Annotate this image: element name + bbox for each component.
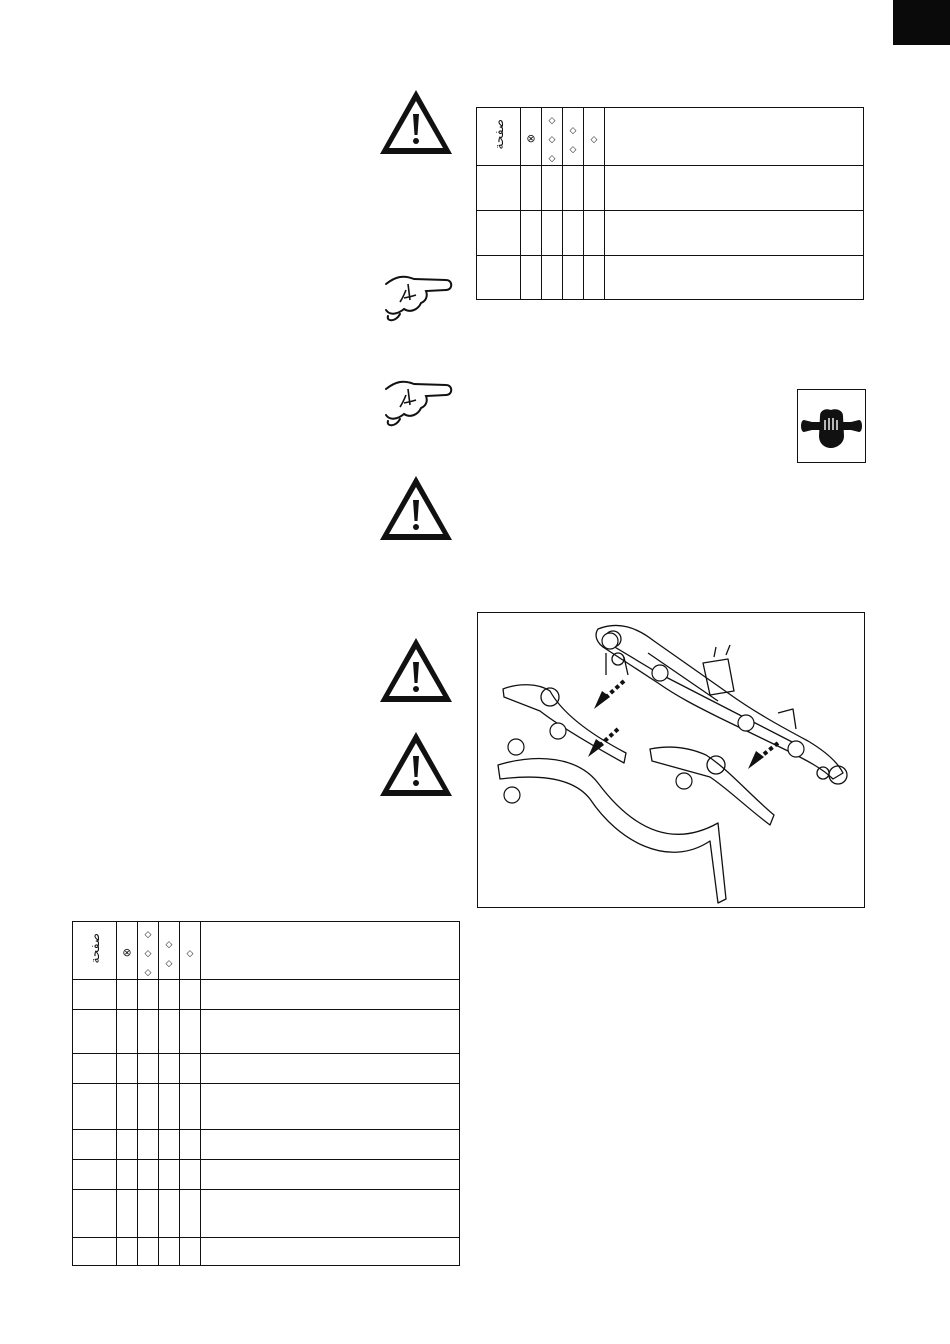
- row-c2: [138, 1010, 159, 1054]
- row-c1: [117, 1190, 138, 1238]
- table-row: [73, 1130, 460, 1160]
- row-c4: [180, 980, 201, 1010]
- parts-diagram-figure: [477, 612, 865, 908]
- row-c2: [138, 1054, 159, 1084]
- row-c2: [138, 1190, 159, 1238]
- row-c1: [521, 166, 542, 211]
- interval-symbol-1: ⊗: [526, 132, 536, 145]
- row-c4: [584, 166, 605, 211]
- row-page: [73, 1238, 117, 1266]
- page-column-header: صفحة: [87, 933, 102, 964]
- row-c4: [180, 1160, 201, 1190]
- table-row: [73, 1238, 460, 1266]
- row-c4: [180, 1010, 201, 1054]
- row-c4: [180, 1238, 201, 1266]
- row-c2: [138, 980, 159, 1010]
- table-row: [73, 980, 460, 1010]
- interval-symbol-4: ◇: [590, 135, 598, 145]
- row-description: [201, 1054, 460, 1084]
- row-c4: [180, 1054, 201, 1084]
- row-c1: [117, 980, 138, 1010]
- row-c2: [542, 166, 563, 211]
- table-row: [73, 1190, 460, 1238]
- row-c3: [159, 1160, 180, 1190]
- row-description: [605, 256, 864, 300]
- row-page: [73, 1190, 117, 1238]
- row-c2: [138, 1084, 159, 1130]
- maintenance-table-top: [476, 107, 864, 300]
- row-description: [201, 1160, 460, 1190]
- row-c3: [563, 166, 584, 211]
- interval-symbol-1: ⊗: [122, 946, 132, 959]
- row-c3: [159, 1010, 180, 1054]
- row-c3: [159, 1190, 180, 1238]
- row-description: [201, 1238, 460, 1266]
- row-c3: [159, 1238, 180, 1266]
- row-c2: [138, 1130, 159, 1160]
- interval-symbol-3: ◇ ◇: [569, 125, 577, 155]
- row-c3: [159, 980, 180, 1010]
- row-description: [201, 1010, 460, 1054]
- row-c1: [117, 1130, 138, 1160]
- row-page: [73, 1084, 117, 1130]
- row-c2: [542, 211, 563, 256]
- row-c4: [180, 1190, 201, 1238]
- warning-triangle-icon: [378, 88, 454, 156]
- interval-symbol-3: ◇ ◇: [165, 939, 173, 969]
- table-row: [73, 1160, 460, 1190]
- row-c1: [117, 1010, 138, 1054]
- parts-diagram: [478, 613, 864, 907]
- row-c3: [563, 211, 584, 256]
- table-row: [73, 1084, 460, 1130]
- row-description: [201, 1130, 460, 1160]
- row-c4: [584, 211, 605, 256]
- table-row: [73, 1010, 460, 1054]
- table-header-row: [477, 108, 864, 166]
- row-c4: [584, 256, 605, 300]
- description-header: [605, 108, 864, 166]
- row-description: [605, 166, 864, 211]
- row-c3: [159, 1084, 180, 1130]
- row-page: [477, 166, 521, 211]
- row-c2: [138, 1238, 159, 1266]
- warning-triangle-icon: [378, 730, 454, 798]
- row-c3: [159, 1054, 180, 1084]
- row-page: [73, 1010, 117, 1054]
- row-page: [73, 1160, 117, 1190]
- maintenance-table-bottom: [72, 921, 460, 1266]
- table-row: [477, 256, 864, 300]
- table-header-row: [73, 922, 460, 980]
- row-c4: [180, 1084, 201, 1130]
- row-page: [477, 211, 521, 256]
- table-row: [73, 1054, 460, 1084]
- row-page: [73, 1130, 117, 1160]
- row-c3: [563, 256, 584, 300]
- wrench-service-icon: [797, 389, 866, 463]
- row-page: [73, 980, 117, 1010]
- row-page: [73, 1054, 117, 1084]
- row-c4: [180, 1130, 201, 1160]
- row-c1: [117, 1238, 138, 1266]
- section-tab-marker: [893, 0, 950, 45]
- pointing-hand-icon: [382, 375, 456, 429]
- row-c1: [521, 211, 542, 256]
- interval-symbol-2: ◇ ◇ ◇: [144, 930, 152, 978]
- table-row: [477, 166, 864, 211]
- row-c1: [117, 1054, 138, 1084]
- interval-symbol-2: ◇ ◇ ◇: [548, 116, 556, 164]
- warning-triangle-icon: [378, 636, 454, 704]
- row-description: [201, 1084, 460, 1130]
- row-c1: [521, 256, 542, 300]
- row-page: [477, 256, 521, 300]
- pointing-hand-icon: [382, 270, 456, 324]
- description-header: [201, 922, 460, 980]
- warning-triangle-icon: [378, 474, 454, 542]
- row-description: [201, 980, 460, 1010]
- row-description: [605, 211, 864, 256]
- table-row: [477, 211, 864, 256]
- row-c3: [159, 1130, 180, 1160]
- row-c2: [138, 1160, 159, 1190]
- row-c1: [117, 1160, 138, 1190]
- page-column-header: صفحة: [491, 119, 506, 150]
- row-description: [201, 1190, 460, 1238]
- interval-symbol-4: ◇: [186, 949, 194, 959]
- row-c1: [117, 1084, 138, 1130]
- row-c2: [542, 256, 563, 300]
